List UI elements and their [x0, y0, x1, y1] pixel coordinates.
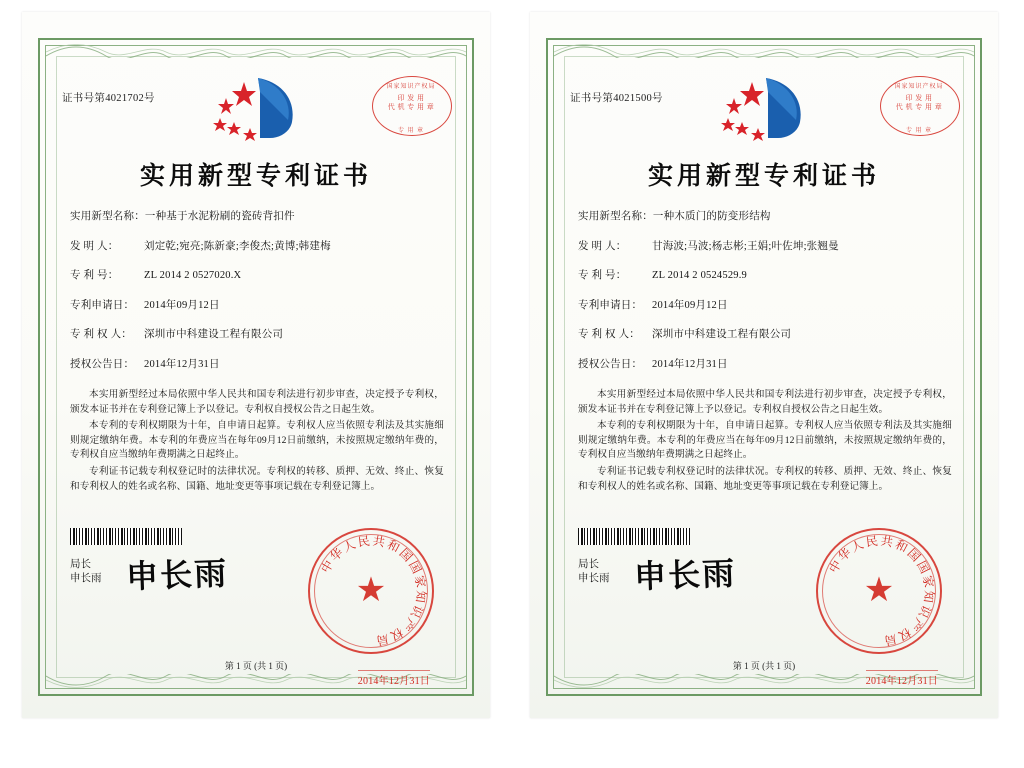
- field-value: 2014年12月31日: [144, 358, 220, 370]
- page-footer: 第 1 页 (共 1 页): [732, 661, 796, 671]
- certificate-body-text: [70, 388, 444, 496]
- seal-date-text: 2014年12月31日: [358, 670, 430, 687]
- field-row: [70, 210, 446, 224]
- agency-seal-stamp: [372, 76, 454, 138]
- field-row: [70, 269, 446, 283]
- body-paragraph: 本实用新型经过本局依照中华人民共和国专利法进行初步审查，决定授予专利权，颁发本证书并在专利登记簿上予以登记。专利权自授权公告之日起生效。: [578, 389, 952, 415]
- svg-text:中华人民共和国国家知识产权局: 中华人民共和国国家知识产权局: [318, 533, 429, 649]
- patent-certificate-2: [530, 12, 998, 718]
- field-label: 专 利 号：: [578, 270, 627, 281]
- field-label: 专利申请日：: [70, 299, 135, 311]
- barcode: [70, 528, 182, 545]
- seal-star-icon: ★: [355, 572, 387, 609]
- seal-date-text: 2014年12月31日: [866, 670, 938, 687]
- field-value: 深圳市中科建设工程有限公司: [144, 329, 284, 340]
- field-row: [70, 358, 446, 372]
- page-title: 实用新型专利证书: [139, 161, 372, 190]
- director-label: 局长: [578, 559, 599, 570]
- ornament-top-icon: [554, 42, 974, 58]
- agency-seal-line2: 代 机 专 用 章: [387, 103, 435, 111]
- body-paragraph: 专利证书记载专利权登记时的法律状况。专利权的转移、质押、无效、终止、恢复和专利权人的姓名或名称、国籍、地址变更等事项记载在专利登记簿上。: [70, 465, 444, 492]
- agency-seal-arc-bottom: 专 用 章: [397, 128, 424, 134]
- director-label: 局长: [70, 559, 91, 570]
- field-value: 一种基于水泥粉刷的瓷砖背扣件: [144, 211, 295, 222]
- field-row: [578, 240, 954, 254]
- field-value: 刘定乾;宛亮;陈新豪;李俊杰;黄博;韩建梅: [144, 240, 331, 252]
- agency-seal-arc-top: 国家知识产权局: [386, 84, 436, 90]
- field-row: [70, 240, 446, 254]
- certificate-number: 证书号第4021702号: [62, 93, 155, 104]
- barcode: [578, 528, 690, 545]
- field-list-1: [70, 210, 446, 387]
- director-block: [578, 558, 610, 586]
- agency-seal-arc-top: 国家知识产权局: [894, 84, 944, 90]
- field-value: 深圳市中科建设工程有限公司: [652, 329, 792, 340]
- field-value: 甘海波;马波;杨志彬;王娟;叶佐坤;张翘曼: [652, 240, 839, 252]
- field-label: 授权公告日：: [578, 358, 643, 370]
- certificate-sheet-right: [512, 0, 1024, 768]
- svg-text:中华人民共和国国家知识产权局: 中华人民共和国国家知识产权局: [826, 533, 937, 649]
- field-label: 专 利 权 人：: [70, 329, 132, 340]
- sipo-logo-icon: [708, 72, 820, 144]
- field-row: [70, 328, 446, 342]
- field-row: [578, 269, 954, 283]
- body-paragraph: 本实用新型经过本局依照中华人民共和国专利法进行初步审查，决定授予专利权，颁发本证书并在专利登记簿上予以登记。专利权自授权公告之日起生效。: [70, 389, 444, 415]
- director-signature: 申长雨: [633, 554, 737, 596]
- sipo-logo-icon: [200, 72, 312, 144]
- certificate-content-2: [564, 58, 964, 687]
- field-label: 授权公告日：: [70, 358, 135, 370]
- agency-seal-line1: 印 发 用: [905, 94, 933, 102]
- ornament-top-icon: [46, 42, 466, 58]
- seal-star-icon: ★: [863, 572, 895, 609]
- director-signature: 申长雨: [125, 554, 229, 596]
- certificate-body-text: [578, 388, 952, 496]
- body-paragraph: 专利证书记载专利权登记时的法律状况。专利权的转移、质押、无效、终止、恢复和专利权人的姓名或名称、国籍、地址变更等事项记载在专利登记簿上。: [578, 465, 952, 492]
- agency-seal-stamp: [880, 76, 962, 138]
- agency-seal-line2: 代 机 专 用 章: [895, 103, 943, 111]
- agency-seal-line1: 印 发 用: [397, 94, 425, 102]
- field-value: 2014年12月31日: [652, 358, 728, 370]
- seal-date: [358, 670, 430, 687]
- certificate-content-1: [56, 58, 456, 687]
- page-title: 实用新型专利证书: [647, 161, 880, 190]
- body-paragraph: 本专利的专利权期限为十年，自申请日起算。专利权人应当依照专利法及其实施细则规定缴纳年费。本专利的年费应当在每年09月12日前缴纳，未按照规定缴纳年费的，专利权自应当缴纳年费期满之日起终止。: [70, 420, 444, 461]
- field-label: 专利申请日：: [578, 299, 643, 311]
- certificate-number: 证书号第4021500号: [570, 93, 663, 104]
- national-seal-stamp: [308, 528, 434, 654]
- body-paragraph: 本专利的专利权期限为十年，自申请日起算。专利权人应当依照专利法及其实施细则规定缴纳年费。本专利的年费应当在每年09月12日前缴纳，未按照规定缴纳年费的，专利权自应当缴纳年费期满之日起终止。: [578, 420, 952, 461]
- seal-date: [866, 670, 938, 687]
- field-value: ZL 2014 2 0524529.9: [652, 270, 747, 281]
- field-label: 专 利 权 人：: [578, 329, 640, 340]
- patent-certificate-1: [22, 12, 490, 718]
- field-value: 2014年09月12日: [144, 299, 220, 311]
- field-label: 实用新型名称：: [578, 211, 653, 222]
- field-row: [578, 328, 954, 342]
- field-value: 2014年09月12日: [652, 299, 728, 311]
- field-value: 一种木质门的防变形结构: [652, 211, 771, 222]
- field-label: 发 明 人：: [578, 240, 627, 252]
- field-list-2: [578, 210, 954, 387]
- field-label: 发 明 人：: [70, 240, 119, 252]
- field-label: 专 利 号：: [70, 270, 119, 281]
- field-row: [578, 358, 954, 372]
- director-block: [70, 558, 102, 586]
- field-row: [578, 210, 954, 224]
- field-row: [70, 299, 446, 313]
- director-name: 申长雨: [578, 573, 610, 584]
- agency-seal-arc-bottom: 专 用 章: [905, 128, 932, 134]
- director-name: 申长雨: [70, 573, 102, 584]
- field-row: [578, 299, 954, 313]
- field-label: 实用新型名称：: [70, 211, 145, 222]
- field-value: ZL 2014 2 0527020.X: [144, 270, 242, 281]
- national-seal-stamp: [816, 528, 942, 654]
- page-footer: 第 1 页 (共 1 页): [224, 661, 288, 671]
